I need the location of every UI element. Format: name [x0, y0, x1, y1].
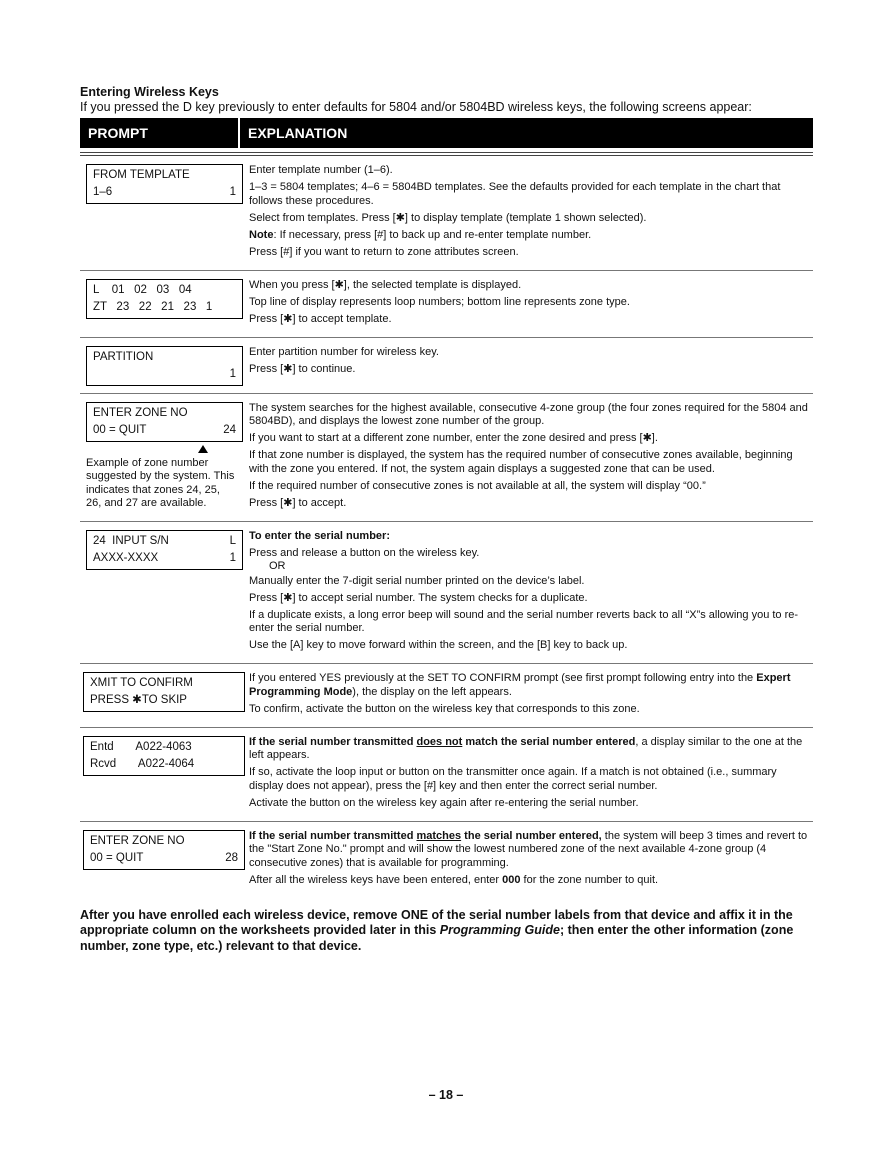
section-title: Entering Wireless Keys [80, 85, 219, 99]
keypad-display: XMIT TO CONFIRM PRESS ✱TO SKIP [83, 672, 245, 712]
table-row [80, 728, 813, 822]
table-row [80, 394, 813, 522]
explanation: If you entered YES previously at the SET TO CONFIRM prompt (see first prompt following entry into the Expert Programming Mode), the display on the left appears. To confirm, activate the button on the wireless key that corresponds to this zone. [249, 672, 791, 715]
table-header [80, 118, 813, 148]
explanation: Enter partition number for wireless key. Press [✱] to continue. [249, 345, 439, 375]
enrollment-instructions: After you have enrolled each wireless device, remove ONE of the serial number labels from that device and affix it in the appropriate column on the worksheets provided later in this Programming Guide; then enter the other information (zone number, zone type, etc.) relevant to that device. [80, 907, 794, 953]
table-row [80, 822, 813, 898]
up-arrow-icon [198, 445, 208, 453]
table-row [80, 338, 813, 394]
table-row [80, 664, 813, 728]
keypad-display: L 01 02 03 04 ZT 23 22 21 23 1 [86, 279, 243, 319]
page-number: – 18 – [428, 1088, 464, 1102]
table-row [80, 271, 813, 338]
explanation: To enter the serial number: Press and release a button on the wireless key. OR Manually enter the 7-digit serial number printed on the device’s label. Press [✱] to accept serial number. The system checks for a duplicate. If a duplicate exists, a long error beep will sound and the serial number reverts back to all “X”s allowing you to re-enter the serial number. Use the [A] key to move forward within the screen, and the [B] key to back up. [249, 529, 799, 651]
explanation: If the serial number transmitted does not match the serial number entered, a display similar to the one at the left appears. If so, activate the loop input or button on the transmitter once again. If a match is not obtained (i.e., summary display does not appear), press the [#] key and then enter the correct serial number. Activate the button on the wireless key again after re-entering the serial number. [249, 735, 803, 809]
table-row [80, 156, 813, 271]
keypad-display: 24 INPUT S/N L AXXX-XXXX 1 [86, 530, 243, 570]
keypad-display: ENTER ZONE NO 00 = QUIT 24 [86, 402, 243, 442]
table-row [80, 522, 813, 665]
zone-example-note: Example of zone number suggested by the system. This indicates that zones 24, 25, 26, and 27 are available. [86, 456, 235, 509]
keypad-display: PARTITION 1 [86, 346, 243, 386]
header-explanation: EXPLANATION [248, 125, 348, 141]
keypad-display: Entd A022-4063 Rcvd A022-4064 [83, 736, 245, 776]
page-content [80, 85, 813, 954]
table-body [80, 156, 813, 898]
explanation: If the serial number transmitted matches the serial number entered, the system will beep 3 times and revert to the "Start Zone No." prompt and will show the lowest numbered zone of the next available 4-zone group (4 consecutive zones) that is available for programming. After all the wireless keys have been entered, enter 000 for the zone number to quit. [249, 829, 808, 886]
keypad-display: FROM TEMPLATE 1–6 1 [86, 164, 243, 204]
intro-text: If you pressed the D key previously to enter defaults for 5804 and/or 5804BD wireless keys, the following screens appear: [80, 100, 752, 114]
explanation: When you press [✱], the selected template is displayed. Top line of display represents loop numbers; bottom line represents zone type. Press [✱] to accept template. [249, 278, 630, 325]
keypad-display: ENTER ZONE NO 00 = QUIT 28 [83, 830, 245, 870]
explanation: The system searches for the highest available, consecutive 4-zone group (the four zones required for the 5804 and 5804BD), and displays the lowest zone number of the group. If you want to start at a different zone number, enter the zone desired and press [✱]. If that zone number is displayed, the system has the required number of consecutive zones available, beginning with the zone you entered. If not, the system again displays a suggested zone that can be used. If the required number of consecutive zones is not available at all, the system will display “00.” Press [✱] to accept. [249, 401, 808, 509]
header-prompt: PROMPT [80, 118, 240, 148]
explanation: Enter template number (1–6). 1–3 = 5804 templates; 4–6 = 5804BD templates. See the defaults provided for each template in the chart that follows these procedures. Select from templates. Press [✱] to display template (template 1 shown selected). Note: If necessary, press [#] to back up and re-enter template number. Press [#] if you want to return to zone attributes screen. [249, 164, 781, 258]
